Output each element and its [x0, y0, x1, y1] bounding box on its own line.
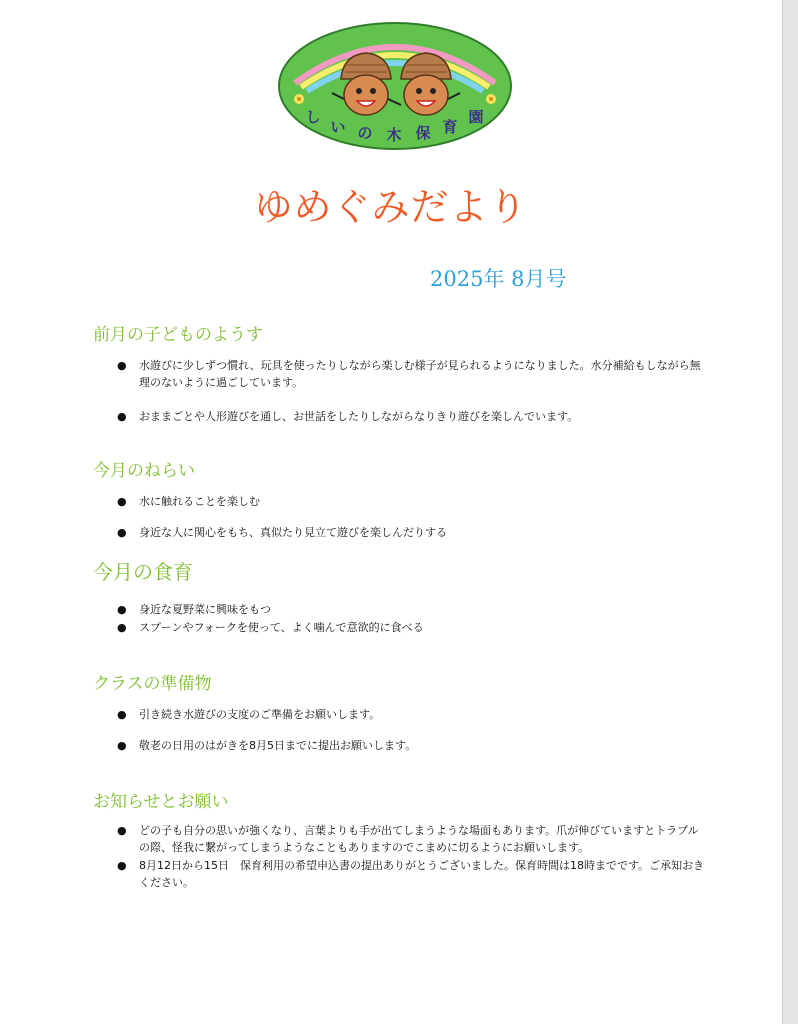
section-heading-last-month: 前月の子どものようす — [93, 325, 263, 345]
bullet: ● — [117, 621, 127, 634]
logo-char-3: の — [357, 124, 373, 142]
nursery-logo — [277, 21, 513, 151]
list-item-text: どの子も自分の思いが強くなり、言葉よりも手が出てしまうような場面もあります。爪が伸びていますとトラブルの際、怪我に繋がってしまうようなこともありますのでこまめに切るようにお願いします。 — [139, 824, 699, 854]
list-item — [117, 857, 707, 891]
bullet: ● — [117, 603, 127, 616]
issue-date: 2025年 8月号 — [430, 267, 567, 291]
logo-char-7: 園 — [468, 108, 484, 126]
logo-char-6: 育 — [442, 118, 458, 136]
logo-char-4: 木 — [386, 126, 402, 144]
bullet: ● — [117, 739, 127, 752]
list-item — [117, 822, 707, 856]
list-item — [117, 524, 707, 541]
bullet: ● — [117, 495, 127, 508]
list-item-text: 敬老の日用のはがきを8月5日までに提出お願いします。 — [139, 739, 417, 752]
flower-left-icon — [294, 94, 304, 104]
logo-char-5: 保 — [415, 124, 431, 142]
section-heading-class-supplies: クラスの準備物 — [93, 674, 212, 694]
section-heading-food-education: 今月の食育 — [93, 560, 193, 584]
bullet: ● — [117, 859, 127, 872]
bullet: ● — [117, 824, 127, 837]
list-item — [117, 619, 707, 636]
list-item — [117, 408, 707, 425]
logo-char-1: し — [305, 108, 321, 126]
list-item — [117, 357, 707, 391]
list-item-text: 身近な夏野菜に興味をもつ — [139, 603, 271, 616]
list-item-text: 8月12日から15日 保育利用の希望申込書の提出ありがとうございました。保育時間は18時までです。ご承知おきください。 — [139, 859, 705, 889]
section-heading-aims: 今月のねらい — [93, 461, 195, 481]
list-item — [117, 706, 707, 723]
flower-right-icon — [486, 94, 496, 104]
bullet: ● — [117, 708, 127, 721]
list-item — [117, 493, 707, 510]
bullet: ● — [117, 410, 127, 423]
bullet: ● — [117, 359, 127, 372]
bullet: ● — [117, 526, 127, 539]
list-item — [117, 737, 707, 754]
list-item-text: 水に触れることを楽しむ — [139, 495, 260, 508]
section-heading-notices: お知らせとお願い — [93, 792, 229, 812]
list-item-text: スプーンやフォークを使って、よく噛んで意欲的に食べる — [139, 621, 424, 634]
list-item-text: 水遊びに少しずつ慣れ、玩具を使ったりしながら楽しむ様子が見られるようになりました。水分補給もしながら無理のないように過ごしています。 — [139, 359, 701, 389]
list-item-text: 身近な人に関心をもち、真似たり見立て遊びを楽しんだりする — [139, 526, 447, 539]
list-item-text: おままごとや人形遊びを通し、お世話をしたりしながらなりきり遊びを楽しんでいます。 — [139, 410, 579, 423]
list-item-text: 引き続き水遊びの支度のご準備をお願いします。 — [139, 708, 381, 721]
list-item — [117, 601, 707, 618]
newsletter-title: ゆめぐみだより — [254, 185, 528, 229]
logo-char-2: い — [330, 118, 346, 136]
